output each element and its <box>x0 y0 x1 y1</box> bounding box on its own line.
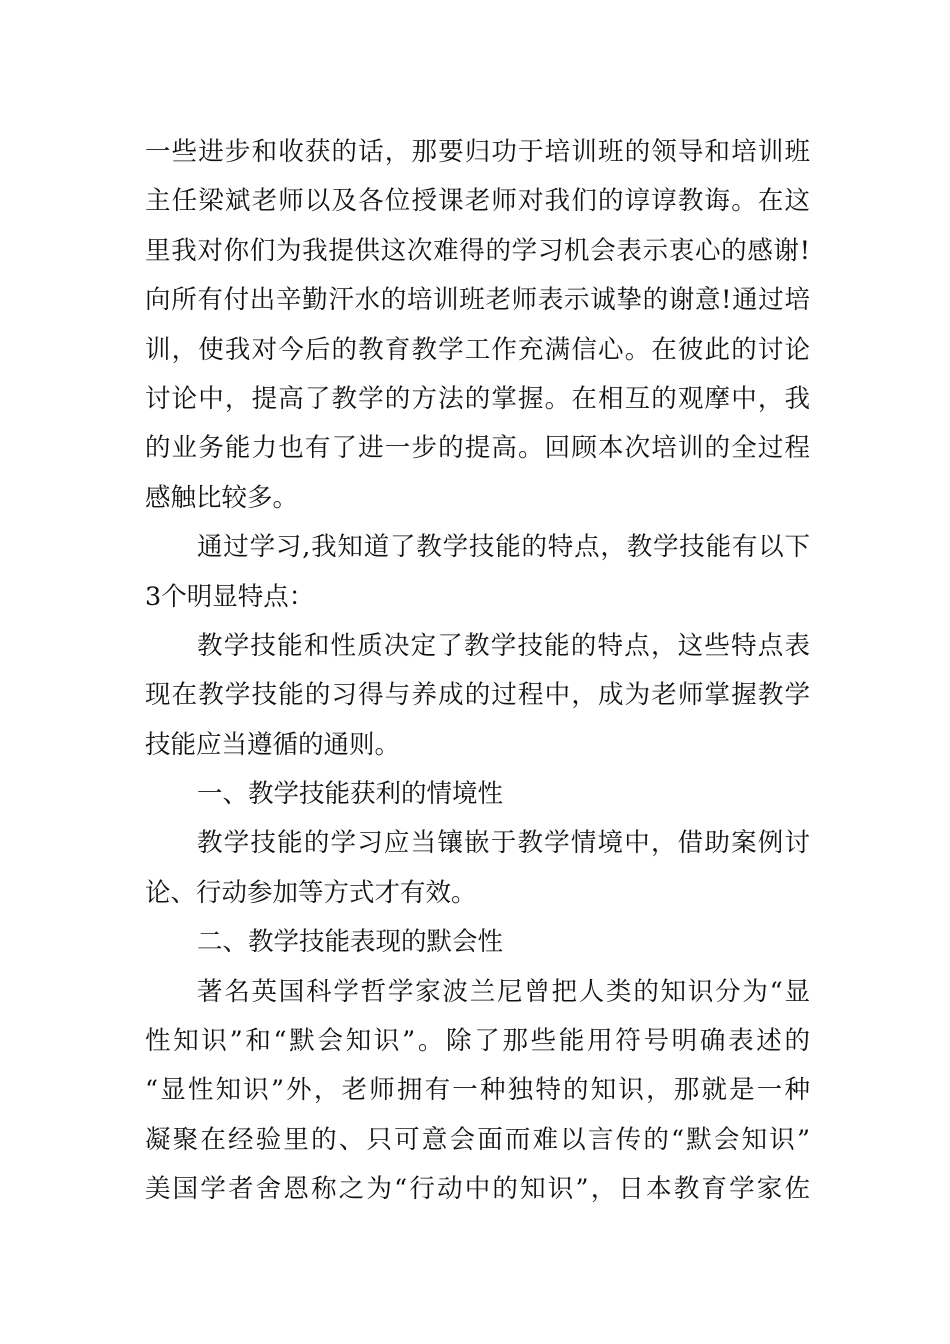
document-body <box>145 128 810 1215</box>
text-line: 教学技能和性质决定了教学技能的特点，这些特点表 <box>197 630 810 661</box>
text-line: 一、教学技能获利的情境性 <box>197 779 504 810</box>
text-line: 论、行动参加等方式才有效。 <box>145 877 477 908</box>
text-line: 训，使我对今后的教育教学工作充满信心。在彼此的讨论 <box>145 334 810 365</box>
text-line: 主任梁斌老师以及各位授课老师对我们的谆谆教诲。在这 <box>145 186 810 217</box>
text-line: 通过学习,我知道了教学技能的特点，教学技能有以下 <box>197 532 810 563</box>
text-line: 一些进步和收获的话，那要归功于培训班的领导和培训班 <box>145 137 810 167</box>
text-line: 现在教学技能的习得与养成的过程中，成为老师掌握教学 <box>145 680 810 711</box>
text-line: 里我对你们为我提供这次难得的学习机会表示衷心的感谢! <box>145 235 810 266</box>
text-line: 讨论中，提高了教学的方法的掌握。在相互的观摩中，我 <box>145 383 810 414</box>
text-line: 向所有付出辛勤汗水的培训班老师表示诚挚的谢意!通过培 <box>145 285 810 316</box>
text-lines <box>145 128 810 1215</box>
text-line: 美国学者舍恩称之为“行动中的知识”，日本教育学家佐 <box>145 1174 810 1205</box>
text-line: 3个明显特点： <box>145 581 315 612</box>
text-line: 感触比较多。 <box>145 482 299 513</box>
text-line: 技能应当遵循的通则。 <box>145 729 401 760</box>
text-line: “显性知识”外，老师拥有一种独特的知识，那就是一种 <box>145 1075 810 1106</box>
text-line: 著名英国科学哲学家波兰尼曾把人类的知识分为“显 <box>197 976 810 1007</box>
text-line: 教学技能的学习应当镶嵌于教学情境中，借助案例讨 <box>197 828 810 859</box>
text-line: 性知识”和“默会知识”。除了那些能用符号明确表述的 <box>145 1026 810 1057</box>
text-line: 二、教学技能表现的默会性 <box>197 927 504 958</box>
text-line: 凝聚在经验里的、只可意会面而难以言传的“默会知识” <box>145 1124 810 1155</box>
text-line: 的业务能力也有了进一步的提高。回顾本次培训的全过程 <box>145 433 810 464</box>
